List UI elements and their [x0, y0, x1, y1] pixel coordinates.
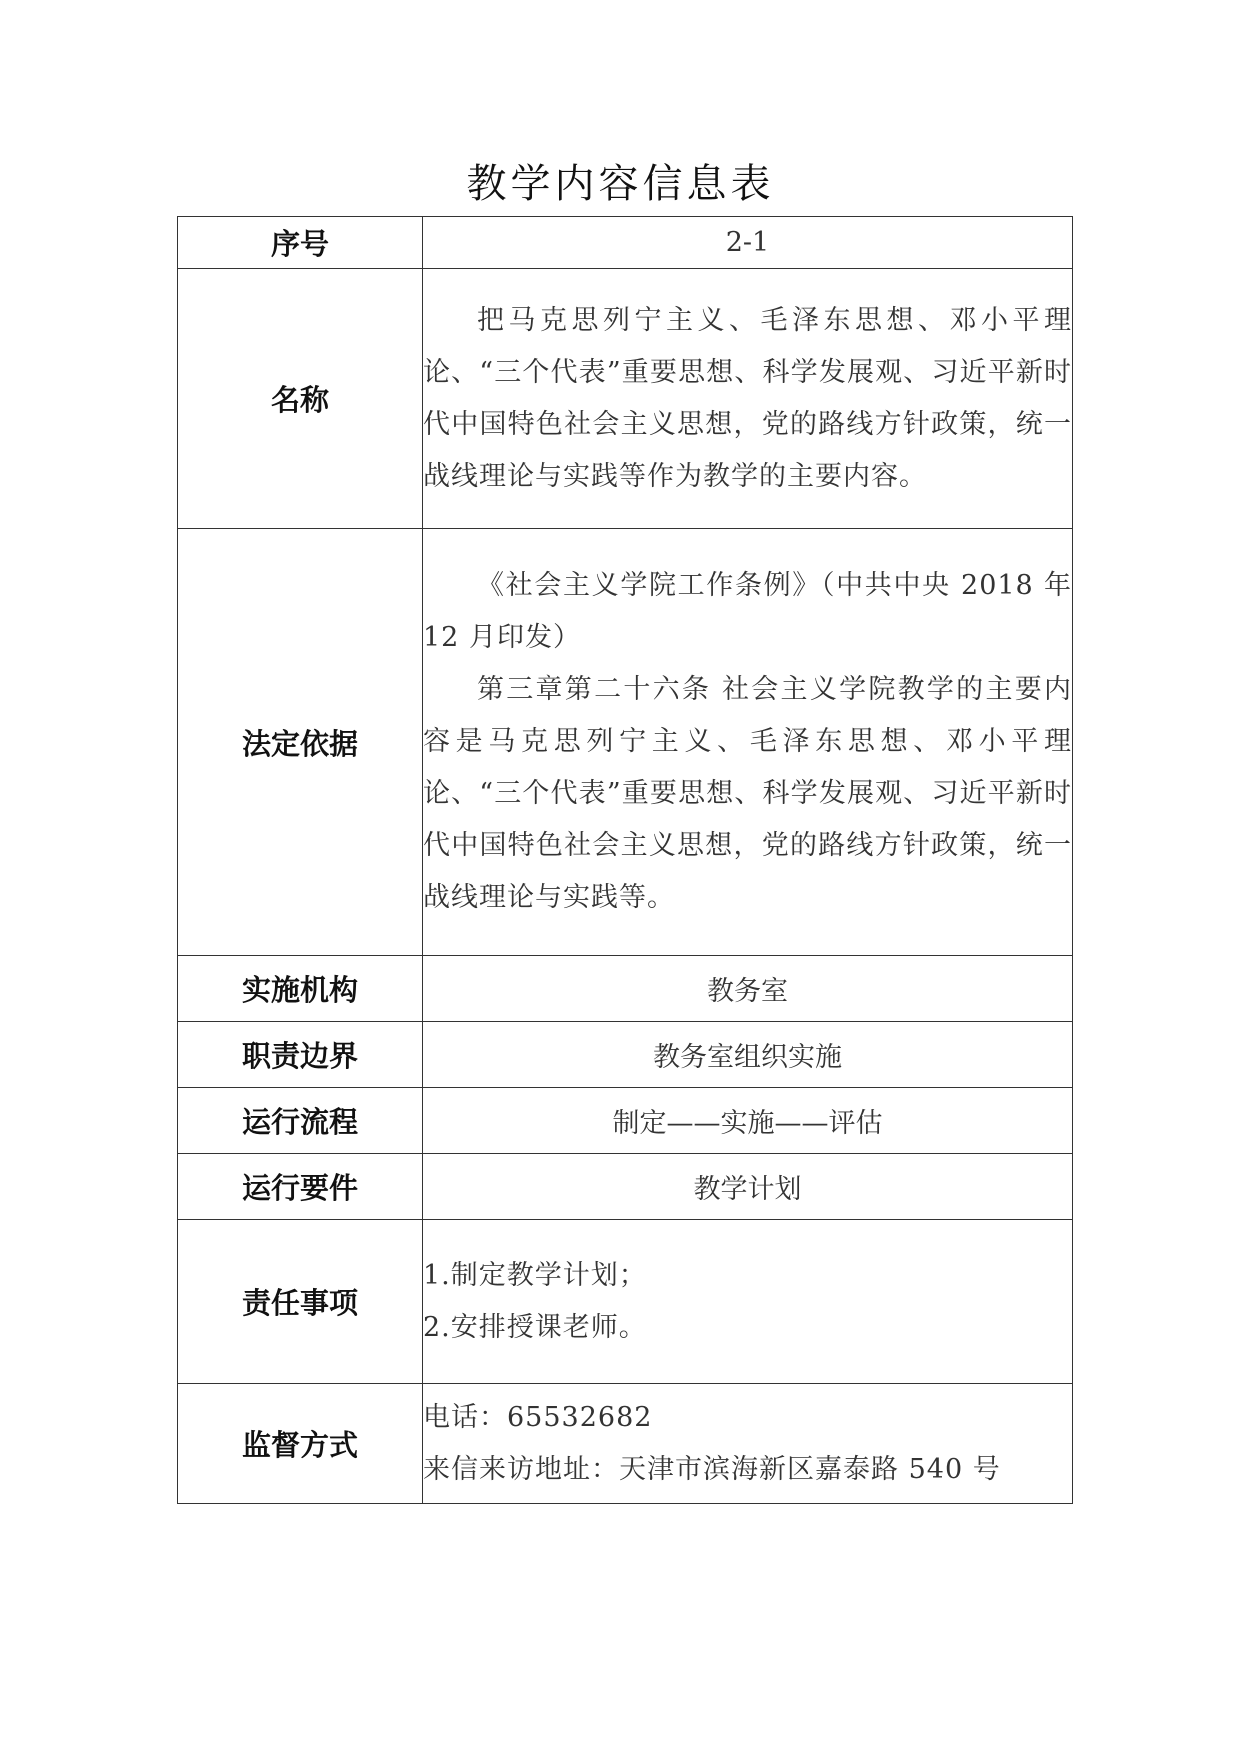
row-value-boundary: 教务室组织实施 [423, 1022, 1073, 1088]
supervision-phone: 电话：65532682 [423, 1401, 653, 1433]
table-row [178, 217, 1073, 269]
row-value-process: 制定——实施——评估 [423, 1088, 1073, 1154]
table-row [178, 1088, 1073, 1154]
row-label-legal-basis: 法定依据 [178, 529, 423, 956]
page-title: 教学内容信息表 [466, 161, 775, 207]
row-value-agency: 教务室 [423, 956, 1073, 1022]
legal-basis-paragraph-2: 第三章第二十六条 社会主义学院教学的主要内容是马克思列宁主义、毛泽东思想、邓小平理论、“三个代表”重要思想、科学发展观、习近平新时代中国特色社会主义思想，党的路线方针政策，统一战线理论与实践等。 [423, 674, 1072, 913]
row-label-process: 运行流程 [178, 1088, 423, 1154]
table-row [178, 1022, 1073, 1088]
row-label-boundary: 职责边界 [178, 1022, 423, 1088]
row-value-requirements: 教学计划 [423, 1154, 1073, 1220]
row-value-legal-basis [423, 529, 1073, 956]
table-row [178, 269, 1073, 529]
row-value-serial: 2-1 [423, 217, 1073, 269]
row-label-responsibilities: 责任事项 [178, 1220, 423, 1384]
table-row [178, 529, 1073, 956]
row-label-supervision: 监督方式 [178, 1384, 423, 1504]
legal-basis-paragraph-1: 《社会主义学院工作条例》（中共中央 2018 年 12 月印发） [423, 570, 1072, 653]
responsibility-item: 2.安排授课老师。 [423, 1311, 647, 1343]
row-label-requirements: 运行要件 [178, 1154, 423, 1220]
info-table [177, 216, 1073, 1504]
supervision-address: 来信来访地址：天津市滨海新区嘉泰路 540 号 [423, 1453, 1001, 1485]
table-row [178, 1220, 1073, 1384]
row-label-serial: 序号 [178, 217, 423, 269]
row-value-supervision [423, 1384, 1073, 1504]
row-label-agency: 实施机构 [178, 956, 423, 1022]
table-row [178, 956, 1073, 1022]
row-value-name [423, 269, 1073, 529]
table-row [178, 1384, 1073, 1504]
row-label-name: 名称 [178, 269, 423, 529]
responsibility-item: 1.制定教学计划； [423, 1259, 647, 1291]
table-row [178, 1154, 1073, 1220]
name-paragraph: 把马克思列宁主义、毛泽东思想、邓小平理论、“三个代表”重要思想、科学发展观、习近平新时代中国特色社会主义思想，党的路线方针政策，统一战线理论与实践等作为教学的主要内容。 [423, 304, 1072, 492]
row-value-responsibilities [423, 1220, 1073, 1384]
